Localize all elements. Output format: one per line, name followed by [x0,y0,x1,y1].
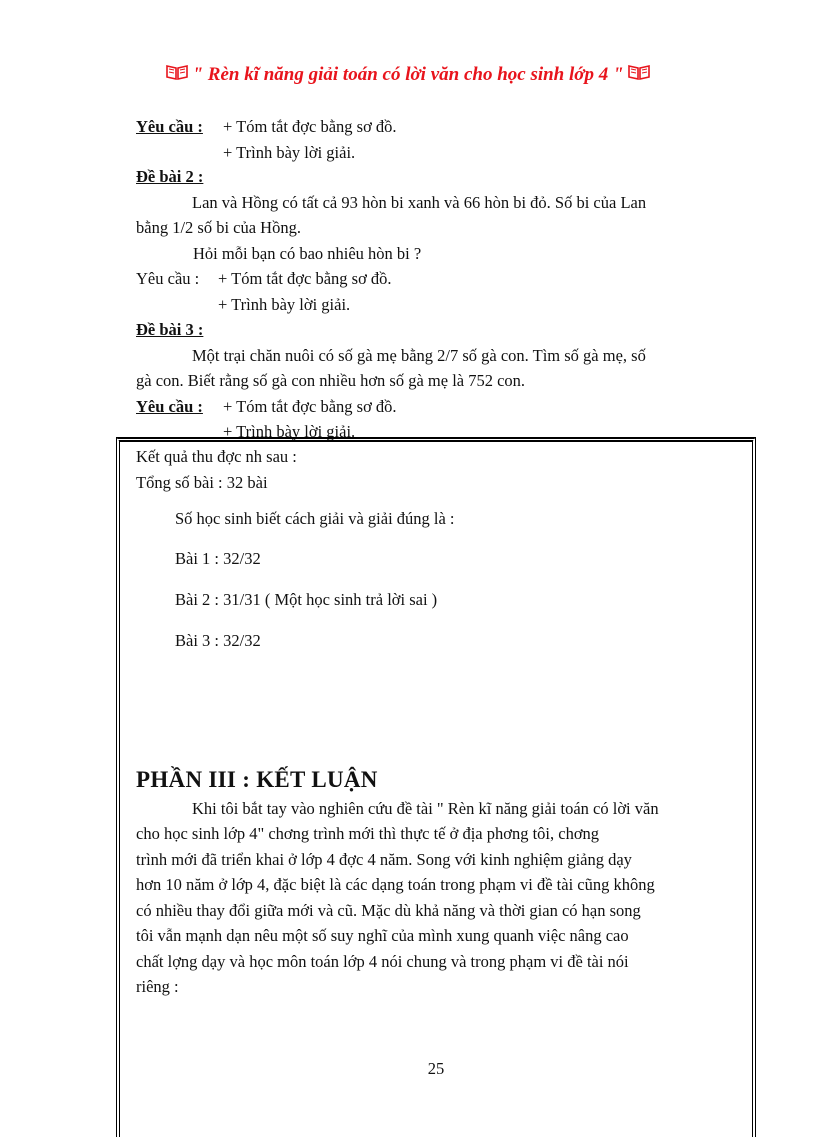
problem-text: gà con. Biết rằng số gà con nhiều hơn số gà mẹ là 752 con. [136,371,526,390]
result-item: Bài 1 : 32/32 [175,549,261,568]
conclusion-line: chất lợng dạy và học môn toán lớp 4 nói chung và trong phạm vi đề tài nói [136,952,629,971]
conclusion-line: tôi vẫn mạnh dạn nêu một số suy nghĩ của mình xung quanh việc nâng cao [136,926,629,945]
conclusion-line: Khi tôi bắt tay vào nghiên cứu đề tài " Rèn kĩ năng giải toán có lời văn [192,799,659,818]
requirement-item: + Trình bày lời giải. [218,295,351,314]
requirement-item: + Tóm tắt đợc bằng sơ đồ. [218,269,392,288]
results-subheading: Số học sinh biết cách giải và giải đúng là : [175,509,455,528]
problem-text: Lan và Hồng có tất cả 93 hòn bi xanh và 66 hòn bi đỏ. Số bi của Lan [192,193,647,212]
results-total: Tổng số bài : 32 bài [136,473,268,492]
requirement-item: + Trình bày lời giải. [223,143,356,162]
conclusion-line: hơn 10 năm ở lớp 4, đặc biệt là các dạng toán trong phạm vi đề tài cũng không [136,875,655,894]
result-item: Bài 3 : 32/32 [175,631,261,650]
requirement-item: + Tóm tắt đợc bằng sơ đồ. [223,117,397,136]
header-title: " Rèn kĩ năng giải toán có lời văn cho học sinh lớp 4 " [192,64,624,85]
conclusion-line: trình mới đã triển khai ở lớp 4 đợc 4 năm. Song với kinh nghiệm giảng dạy [136,850,632,869]
result-item: Bài 2 : 31/31 ( Một học sinh trả lời sai ) [175,590,438,609]
requirement-label: Yêu cầu : [136,117,203,136]
problem-text: bằng 1/2 số bi của Hồng. [136,218,301,237]
requirement-label: Yêu cầu : [136,269,200,288]
conclusion-line: cho học sinh lớp 4" chơng trình mới thì thực tế ở địa phơng tôi, chơng [136,824,600,843]
problem-heading: Đề bài 2 : [136,167,204,186]
conclusion-line: có nhiều thay đổi giữa mới và cũ. Mặc dù khả năng và thời gian có hạn song [136,901,641,920]
requirement-label: Yêu cầu : [136,397,203,416]
page-header [0,64,816,86]
problem-text: Một trại chăn nuôi có số gà mẹ bằng 2/7 số gà con. Tìm số gà mẹ, số [192,346,646,365]
requirement-item: + Trình bày lời giải. [223,422,356,441]
results-intro: Kết quả thu đợc nh sau : [136,447,297,466]
book-icon [628,64,650,85]
page-number: 25 [427,1059,445,1078]
book-icon [166,64,188,85]
requirement-item: + Tóm tắt đợc bằng sơ đồ. [223,397,397,416]
conclusion-line: riêng : [136,977,179,996]
problem-heading: Đề bài 3 : [136,320,204,339]
section-heading: PHẦN III : KẾT LUẬN [136,767,378,792]
problem-question: Hỏi mỗi bạn có bao nhiêu hòn bi ? [193,244,422,263]
